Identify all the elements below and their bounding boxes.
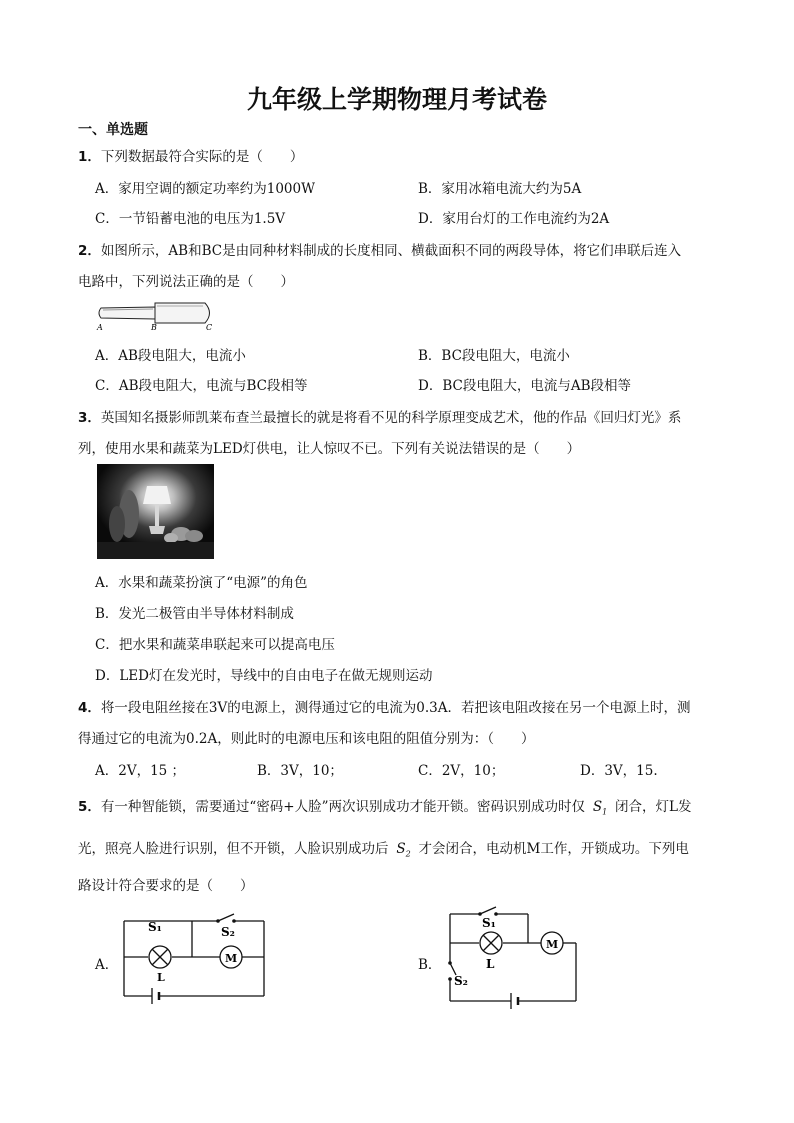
q1-option-a: A．家用空调的额定功率约为1000W <box>95 181 315 197</box>
q1-option-c: C．一节铅蓄电池的电压为1.5V <box>95 211 286 227</box>
question-5-line-1 <box>78 795 692 817</box>
question-number: 3． <box>78 410 101 426</box>
conductor-figure <box>93 296 223 332</box>
figure-label-c: C <box>206 323 213 332</box>
q2-option-d: D．BC段电阻大，电流与AB段相等 <box>418 378 631 394</box>
q3-option-d: D．LED灯在发光时，导线中的自由电子在做无规则运动 <box>95 668 433 684</box>
page-title: 九年级上学期物理月考试卷 <box>246 85 547 114</box>
figure-label-b: B <box>151 323 157 332</box>
switch-s1-symbol: $S_1$ <box>592 799 608 817</box>
question-stem: 将一段电阻丝接在3V的电源上，测得通过它的电流为0.3A．若把该电阻改接在另一个电源上时，测 <box>100 700 691 716</box>
q1-option-b: B．家用冰箱电流大约为5A <box>418 181 582 197</box>
switch-label-s1: S₁ <box>482 916 496 930</box>
lamp-label: L <box>157 971 165 984</box>
question-stem: 如图所示，AB和BC是由同种材料制成的长度相同、横截面积不同的两段导体，将它们串联后连入 <box>100 243 682 259</box>
question-number: 4． <box>78 700 101 716</box>
question-stem-part: 才会闭合，电动机M工作，开锁成功。下列电 <box>418 841 689 857</box>
switch-label-s2: S₂ <box>221 925 235 939</box>
question-stem-part: 闭合，灯L发 <box>615 799 692 815</box>
q2-option-c: C．AB段电阻大，电流与BC段相等 <box>95 378 308 394</box>
question-stem: 英国知名摄影师凯莱布查兰最擅长的就是将看不见的科学原理变成艺术，他的作品《回归灯光》系 <box>100 410 682 426</box>
q4-option-a: A．2V，15 ； <box>95 763 186 779</box>
q3-option-b: B．发光二极管由半导体材料制成 <box>95 606 294 622</box>
q1-option-d: D．家用台灯的工作电流约为2A <box>418 211 610 227</box>
q2-option-b: B．BC段电阻大，电流小 <box>418 348 570 364</box>
question-stem-part: 有一种智能锁，需要通过“密码+人脸”两次识别成功才能开锁。密码识别成功时仅 <box>100 799 586 815</box>
question-number: 1． <box>78 149 101 165</box>
question-stem-part: 光，照亮人脸进行识别，但不开锁，人脸识别成功后 <box>78 841 389 857</box>
motor-label: M <box>225 952 238 965</box>
lamp-label: L <box>486 957 495 971</box>
question-4-line-2: 得通过它的电流为0.2A，则此时的电源电压和该电阻的阻值分别为：（ ） <box>78 731 535 747</box>
q2-option-a: A．AB段电阻大，电流小 <box>95 348 246 364</box>
question-1 <box>78 145 303 165</box>
q5-option-b-label: B． <box>418 957 442 973</box>
question-2-line-1 <box>78 239 681 259</box>
question-stem: 下列数据最符合实际的是（ ） <box>100 149 304 165</box>
section-heading: 一、单选题 <box>78 122 148 138</box>
question-4-line-1 <box>78 696 690 716</box>
question-2-line-2: 电路中，下列说法正确的是（ ） <box>78 274 294 290</box>
q4-option-d: D．3V，15. <box>580 763 658 779</box>
lamp-photo <box>97 464 214 559</box>
switch-label-s2: S₂ <box>454 974 468 988</box>
circuit-diagram-b <box>438 905 583 1013</box>
motor-label: M <box>546 938 559 951</box>
switch-s2-symbol: $S_2$ <box>396 841 411 859</box>
q4-option-b: B．3V，10； <box>257 763 343 779</box>
question-number: 5． <box>78 799 101 815</box>
question-5-line-3: 路设计符合要求的是（ ） <box>78 878 254 894</box>
q5-option-a-label: A． <box>95 957 119 973</box>
q3-option-a: A．水果和蔬菜扮演了“电源”的角色 <box>95 575 308 591</box>
figure-label-a: A <box>97 323 103 332</box>
q4-option-c: C．2V，10； <box>418 763 505 779</box>
switch-label-s1: S₁ <box>148 920 162 934</box>
q3-option-c: C．把水果和蔬菜串联起来可以提高电压 <box>95 637 335 653</box>
question-3-line-2: 列，使用水果和蔬菜为LED灯供电，让人惊叹不已。下列有关说法错误的是（ ） <box>78 441 581 457</box>
circuit-diagram-a <box>112 905 272 1010</box>
question-number: 2． <box>78 243 101 259</box>
question-3-line-1 <box>78 406 681 426</box>
question-5-line-2 <box>78 837 689 859</box>
